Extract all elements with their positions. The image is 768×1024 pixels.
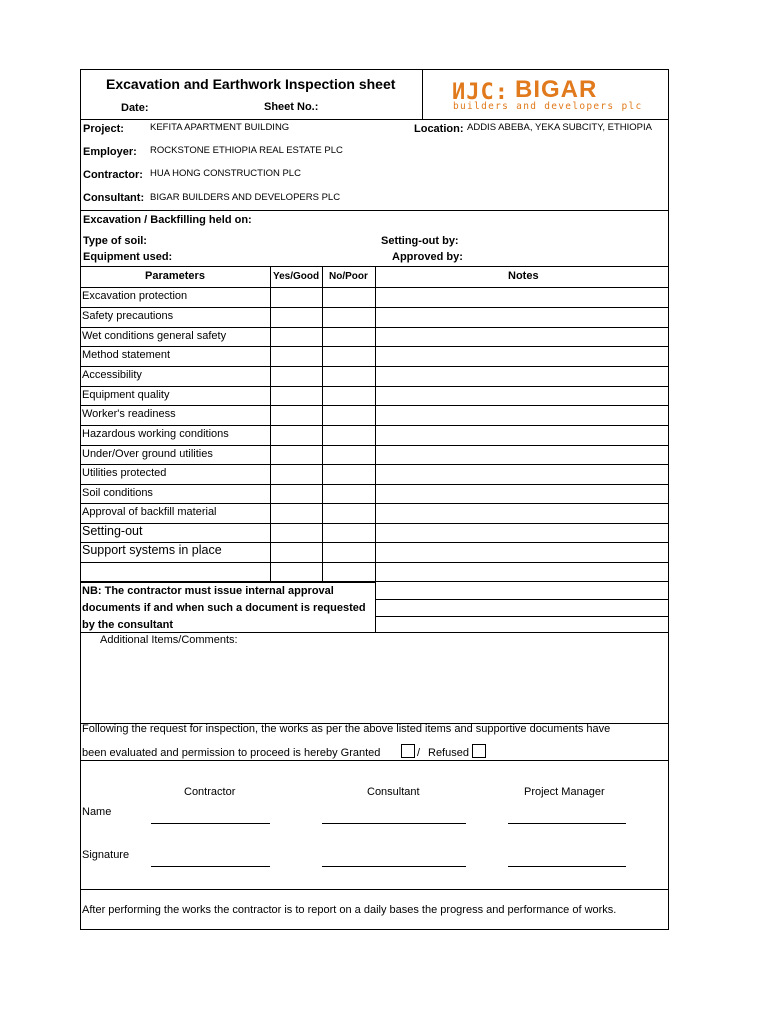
yes-cell[interactable] <box>271 485 322 503</box>
consultant-name-line[interactable] <box>322 823 466 824</box>
company-logo-name: BIGAR <box>515 76 598 103</box>
yes-cell[interactable] <box>271 288 322 307</box>
footer-note: After performing the works the contractor is to report on a daily bases the progress and performance of works. <box>82 904 617 916</box>
checkbox-separator: / <box>417 747 421 759</box>
yes-cell[interactable] <box>271 308 322 327</box>
nb-line-1: NB: The contractor must issue internal approval <box>82 585 334 597</box>
no-cell[interactable] <box>323 347 375 366</box>
no-cell[interactable] <box>323 426 375 445</box>
notes-cell[interactable] <box>376 288 668 307</box>
refused-label: Refused <box>428 747 469 759</box>
notes-cell[interactable] <box>376 426 668 445</box>
parameter-row-label: Support systems in place <box>82 543 222 557</box>
parameter-row-label: Wet conditions general safety <box>82 330 227 342</box>
refused-checkbox[interactable] <box>472 744 486 758</box>
notes-cell[interactable] <box>376 347 668 366</box>
parameter-row-label: Excavation protection <box>82 290 188 302</box>
header-divider <box>422 69 423 120</box>
parameter-row-label: Approval of backfill material <box>82 506 217 518</box>
sheet-title: Excavation and Earthwork Inspection sheet <box>106 76 396 92</box>
divider <box>80 889 669 890</box>
setting-out-by-label: Setting-out by: <box>381 235 459 247</box>
contractor-value: HUA HONG CONSTRUCTION PLC <box>150 168 301 179</box>
divider <box>80 760 669 761</box>
statement-line-2: been evaluated and permission to proceed is hereby Granted <box>82 747 381 759</box>
name-row-label: Name <box>82 806 112 818</box>
col-no-header: No/Poor <box>329 271 368 282</box>
table-rule <box>375 616 669 617</box>
parameter-row-label: Method statement <box>82 349 171 361</box>
parameter-row-label: Accessibility <box>82 369 142 381</box>
consultant-signature-line[interactable] <box>322 866 466 867</box>
yes-cell[interactable] <box>271 504 322 523</box>
project-label: Project: <box>83 123 124 135</box>
statement-line-1: Following the request for inspection, the works as per the above listed items and supportive documents have <box>82 723 611 735</box>
col-notes-header: Notes <box>508 270 539 282</box>
parameter-row-label: Soil conditions <box>82 487 153 499</box>
pm-signature-line[interactable] <box>508 866 626 867</box>
comments-label: Additional Items/Comments: <box>100 634 238 646</box>
no-cell[interactable] <box>323 524 375 542</box>
equipment-used-label: Equipment used: <box>83 251 173 263</box>
parameter-row-label: Setting-out <box>82 524 143 538</box>
yes-cell[interactable] <box>271 543 322 562</box>
yes-cell[interactable] <box>271 328 322 346</box>
col-yes-header: Yes/Good <box>273 271 320 282</box>
signature-row-label: Signature <box>82 849 130 861</box>
parameter-row-label: Utilities protected <box>82 467 167 479</box>
notes-cell[interactable] <box>376 485 668 503</box>
approved-by-label: Approved by: <box>392 251 463 263</box>
yes-cell[interactable] <box>271 347 322 366</box>
sheet-no-label: Sheet No.: <box>264 101 319 113</box>
employer-value: ROCKSTONE ETHIOPIA REAL ESTATE PLC <box>150 145 343 156</box>
yes-cell[interactable] <box>271 446 322 464</box>
consultant-signoff-header: Consultant <box>367 786 420 798</box>
project-value: KEFITA APARTMENT BUILDING <box>150 122 290 133</box>
parameter-row-label: Under/Over ground utilities <box>82 448 213 460</box>
yes-cell[interactable] <box>271 406 322 425</box>
no-cell[interactable] <box>323 328 375 346</box>
no-cell[interactable] <box>323 308 375 327</box>
company-logo-icon: ИJC: <box>452 80 509 105</box>
no-cell[interactable] <box>323 367 375 386</box>
nb-line-3: by the consultant <box>82 619 174 631</box>
no-cell[interactable] <box>323 504 375 523</box>
table-rule <box>375 599 669 600</box>
date-label: Date: <box>121 102 149 114</box>
yes-cell[interactable] <box>271 387 322 405</box>
contractor-name-line[interactable] <box>151 823 270 824</box>
yes-cell[interactable] <box>271 524 322 542</box>
yes-cell[interactable] <box>271 367 322 386</box>
divider <box>80 119 669 120</box>
granted-checkbox[interactable] <box>401 744 415 758</box>
no-cell[interactable] <box>323 543 375 562</box>
consultant-value: BIGAR BUILDERS AND DEVELOPERS PLC <box>150 192 341 203</box>
notes-cell[interactable] <box>376 387 668 405</box>
parameter-row-label: Hazardous working conditions <box>82 428 229 440</box>
location-label: Location: <box>414 123 464 135</box>
pm-name-line[interactable] <box>508 823 626 824</box>
notes-cell[interactable] <box>376 524 668 542</box>
no-cell[interactable] <box>323 387 375 405</box>
no-cell[interactable] <box>323 446 375 464</box>
project-manager-signoff-header: Project Manager <box>524 786 605 798</box>
contractor-signoff-header: Contractor <box>184 786 236 798</box>
notes-cell[interactable] <box>376 504 668 523</box>
no-cell[interactable] <box>323 406 375 425</box>
soil-type-label: Type of soil: <box>83 235 147 247</box>
parameter-row-label: Equipment quality <box>82 389 170 401</box>
contractor-signature-line[interactable] <box>151 866 270 867</box>
nb-note <box>82 583 374 634</box>
yes-cell[interactable] <box>271 465 322 484</box>
yes-cell[interactable] <box>271 426 322 445</box>
notes-cell[interactable] <box>376 406 668 425</box>
consultant-label: Consultant: <box>83 192 145 204</box>
location-value: ADDIS ABEBA, YEKA SUBCITY, ETHIOPIA <box>467 122 652 133</box>
no-cell[interactable] <box>323 288 375 307</box>
notes-cell[interactable] <box>376 328 668 346</box>
col-parameters-header: Parameters <box>145 270 205 282</box>
divider <box>80 210 669 211</box>
company-logo-tagline: builders and developers plc <box>453 101 643 112</box>
notes-cell[interactable] <box>376 465 668 484</box>
parameter-row-label: Worker's readiness <box>82 408 176 420</box>
parameter-row-label: Safety precautions <box>82 310 174 322</box>
held-on-label: Excavation / Backfilling held on: <box>83 214 252 226</box>
contractor-label: Contractor: <box>83 169 143 181</box>
employer-label: Employer: <box>83 146 137 158</box>
notes-cell[interactable] <box>376 446 668 464</box>
no-cell[interactable] <box>323 485 375 503</box>
no-cell[interactable] <box>323 465 375 484</box>
notes-cell[interactable] <box>376 543 668 562</box>
notes-cell[interactable] <box>376 308 668 327</box>
notes-cell[interactable] <box>376 367 668 386</box>
nb-line-2: documents if and when such a document is requested <box>82 602 366 614</box>
